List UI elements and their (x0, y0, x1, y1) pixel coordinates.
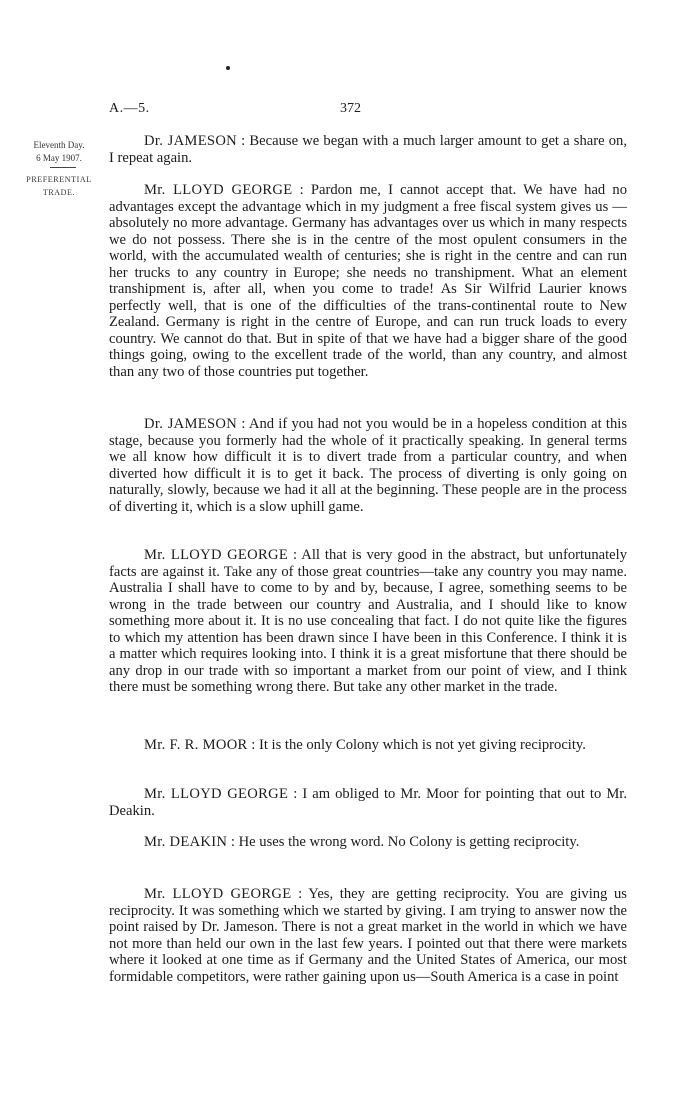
speaker-name: Mr. LLOYD GEORGE (144, 182, 293, 198)
speech-paragraph-2: Mr. LLOYD GEORGE : Pardon me, I cannot accept that. We have had no advantages except the advantage which in my judgment a free fiscal system gives us — absolutely no more advantage. Germany has advantages over us which in many respects we do not possess. There she is in the centre of the most opulent consumers in the world, with the accumulated wealth of centuries; she is right in the centre and can run her trucks to any country in Europe; she needs no transhipment. What an element transhipment is, after all, when you come to trade! As Sir Wilfrid Laurier knows perfectly well, that is one of the difficulties of the trans-continental route to New Zealand. Germany is right in the centre of Europe, and can run truck loads to every country. We cannot do that. But in spite of that we have had a bigger share of the good things going, owing to the excellent trade of the world, than any country, and almost than any two of those countries put together. (109, 182, 627, 380)
speech-text: I am obliged to Mr. Moor for pointing that out to Mr. Deakin. (109, 786, 627, 819)
speaker-name: Mr. F. R. MOOR (144, 737, 248, 753)
speech-text: It is the only Colony which is not yet giving reciprocity. (258, 737, 586, 753)
speech-text: Yes, they are getting reciprocity. You are giving us reciprocity. It was something which we started by giving. I am trying to answer now the point raised by Dr. Jameson. There is not a great market in the world in which we have not more than held our own in the last few years. I pointed out that there were markets where it looked at one time as if Germany and the United States of America, our most formidable competitors, were rather gaining upon us—South America is a case in point (109, 886, 627, 985)
speaker-name: Mr. LLOYD GEORGE (144, 886, 292, 902)
speaker-name: Mr. DEAKIN (144, 834, 228, 850)
margin-divider (50, 167, 76, 168)
speech-paragraph-4: Mr. LLOYD GEORGE : All that is very good in the abstract, but unfortunately facts are against it. Take any of those great countries—take any country you may name. Australia I shall have to come to by and by, because, I agree, something seems to be wrong in the trade between our country and Australia, and I should like to know something more about it. It is no use concealing that fact. I do not quite like the figures to which my attention has been drawn since I have been in this Conference. I think it is a matter which requires looking into. I think it is a great misfortune that there should be any drop in our trade with so important a market from our point of view, and I think there must be something wrong there. But take any other market in the trade. (109, 547, 627, 695)
speech-paragraph-5: Mr. F. R. MOOR : It is the only Colony which is not yet giving reciprocity. (144, 737, 586, 753)
speaker-name: Mr. LLOYD GEORGE (144, 786, 289, 802)
speaker-name: Dr. JAMESON (144, 416, 238, 432)
print-speck (226, 66, 230, 70)
speech-paragraph-8: Mr. LLOYD GEORGE : Yes, they are getting reciprocity. You are giving us reciprocity. It was something which we started by giving. I am trying to answer now the point raised by Dr. Jameson. There is not a great market in the world in which we have not more than held our own in the last few years. I pointed out that there were markets where it looked at one time as if Germany and the United States of America, our most formidable competitors, were rather gaining upon us—South America is a case in point (109, 886, 627, 985)
speaker-name: Mr. LLOYD GEORGE (144, 547, 289, 563)
page-number: 372 (340, 101, 361, 116)
margin-topic-line1: PREFERENTIAL (26, 175, 92, 184)
speech-text: Because we began with a much larger amount to get a share on, I repeat again. (109, 133, 627, 166)
page-reference: A.—5. (109, 101, 150, 116)
margin-day: Eleventh Day. (33, 140, 85, 150)
speech-text: Pardon me, I cannot accept that. We have had no advantages except the advantage which in my judgment a free fiscal system gives us — absolutely no more advantage. Germany has advantages over us which in many respects we do not possess. There she is in the centre of the most opulent consumers in the world, with the accumulated wealth of centuries; she is right in the centre and can run her trucks to any country in Europe; she needs no transhipment. What an element transhipment is, after all, when you come to trade! As Sir Wilfrid Laurier knows perfectly well, that is one of the difficulties of the trans-continental route to New Zealand. Germany is right in the centre of Europe, and can run truck loads to every country. We cannot do that. But in spite of that we have had a bigger share of the good things going, owing to the excellent trade of the world, than any country, and almost than any two of those countries put together. (109, 182, 627, 380)
margin-topic-line2: TRADE. (42, 188, 76, 197)
speech-text: And if you had not you would be in a hopeless condition at this stage, because you formerly had the whole of it practically speaking. In general terms we all know how difficult it is to divert trade from a particular country, and when diverted how difficult it is to get it back. The process of diverting is only going on naturally, slowly, because we had it all at the beginning. These people are in the process of diverting it, which is a slow uphill game. (109, 416, 627, 515)
margin-date: 6 May 1907. (36, 153, 82, 163)
speaker-name: Dr. JAMESON (144, 133, 238, 149)
speech-text: He uses the wrong word. No Colony is getting reciprocity. (238, 834, 580, 850)
margin-date-note (18, 139, 100, 165)
margin-topic-note (18, 173, 100, 199)
speech-text: All that is very good in the abstract, but unfortunately facts are against it. Take any of those great countries—take any country you may name. Australia I shall have to come to by and by, because, I agree, something seems to be wrong in the trade between our country and Australia, and I should like to know something more about it. It is no use concealing that fact. I do not quite like the figures to which my attention has been drawn since I have been in this Conference. I think it is a matter which requires looking into. I think it is a great misfortune that there should be any drop in our trade with so important a market from our point of view, and I think there must be something wrong there. But take any other market in the trade. (109, 547, 627, 695)
speech-paragraph-3: Dr. JAMESON : And if you had not you would be in a hopeless condition at this stage, because you formerly had the whole of it practically speaking. In general terms we all know how difficult it is to divert trade from a particular country, and when diverted how difficult it is to get it back. The process of diverting is only going on naturally, slowly, because we had it all at the beginning. These people are in the process of diverting it, which is a slow uphill game. (109, 416, 627, 515)
speech-paragraph-6: Mr. LLOYD GEORGE : I am obliged to Mr. Moor for pointing that out to Mr. Deakin. (109, 786, 627, 819)
speech-paragraph-7: Mr. DEAKIN : He uses the wrong word. No Colony is getting reciprocity. (144, 834, 580, 850)
speech-paragraph-1: Dr. JAMESON : Because we began with a much larger amount to get a share on, I repeat again. (109, 133, 627, 166)
